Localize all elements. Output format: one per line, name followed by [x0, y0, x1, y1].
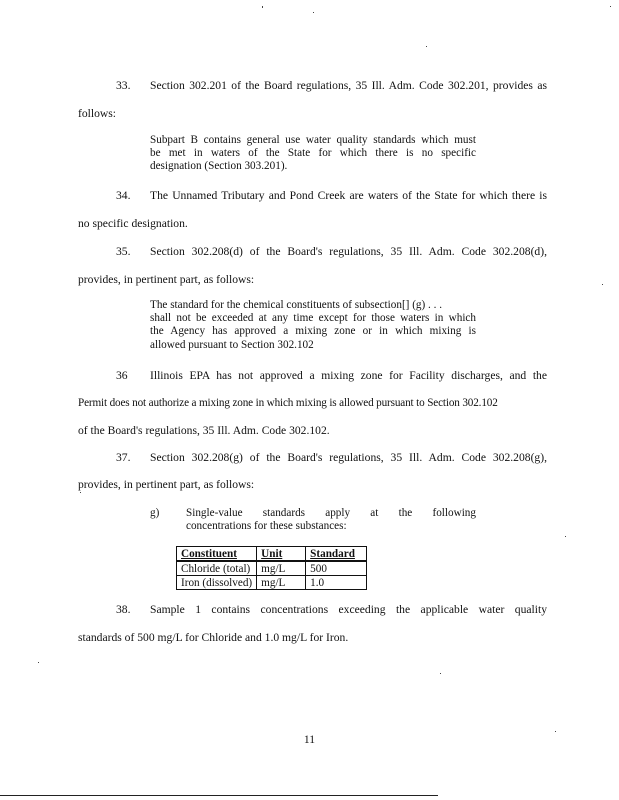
table-header-row — [177, 547, 367, 562]
table-cell-constituent: Iron (dissolved) — [177, 576, 257, 590]
table-header-standard: Standard — [306, 547, 367, 562]
scan-speck — [80, 492, 81, 493]
table-cell-standard: 1.0 — [306, 576, 367, 590]
para-33-number: 33. — [116, 79, 131, 92]
para-34-line-2: no specific designation. — [78, 217, 188, 230]
para-36-number: 36 — [116, 369, 128, 382]
para-37-item-line-1: Single-value standards apply at the following — [186, 507, 476, 519]
para-35-quote — [150, 299, 476, 352]
para-37-line-1: Section 302.208(g) of the Board's regulations, 35 Ill. Adm. Code 302.208(g), — [150, 451, 547, 464]
para-35-number: 35. — [116, 245, 131, 258]
table-cell-standard: 500 — [306, 561, 367, 576]
scan-speck — [555, 731, 556, 732]
para-33-line-1: Section 302.201 of the Board regulations, 35 Ill. Adm. Code 302.201, provides as — [150, 79, 547, 92]
scan-edge-line — [0, 795, 438, 796]
para-35-line-1: Section 302.208(d) of the Board's regulations, 35 Ill. Adm. Code 302.208(d), — [150, 245, 547, 258]
scan-speck — [610, 6, 611, 7]
para-38-line-1: Sample 1 contains concentrations exceeding the applicable water quality — [150, 603, 547, 616]
para-35-quote-line-3: the Agency has approved a mixing zone or in which mixing is — [150, 325, 476, 338]
scan-speck — [440, 673, 441, 674]
para-37-item — [186, 507, 476, 533]
para-34-number: 34. — [116, 189, 131, 202]
para-35-line-2: provides, in pertinent part, as follows: — [78, 273, 255, 286]
table-cell-constituent: Chloride (total) — [177, 561, 257, 576]
table-cell-unit: mg/L — [257, 576, 306, 590]
para-36-line-3: of the Board's regulations, 35 Ill. Adm. Code 302.102. — [78, 424, 330, 437]
para-37-item-line-2: concentrations for these substances: — [186, 520, 347, 533]
scan-speck — [262, 6, 263, 8]
page-number: 11 — [303, 733, 316, 746]
para-35-quote-line-1: The standard for the chemical constituents of subsection[] (g) . . . — [150, 299, 443, 311]
para-33-quote-line-2: be met in waters of the State for which there is no specific — [150, 147, 476, 160]
para-37-line-2: provides, in pertinent part, as follows: — [78, 478, 255, 491]
para-33-line-2: follows: — [78, 107, 117, 120]
para-35-quote-line-2: shall not be exceeded at any time except for those waters in which — [150, 312, 476, 325]
para-36-line-1: Illinois EPA has not approved a mixing zone for Facility discharges, and the — [150, 369, 547, 382]
para-34-line-1: The Unnamed Tributary and Pond Creek are waters of the State for which there is — [150, 189, 547, 202]
scan-speck — [313, 12, 314, 13]
para-38-line-2: standards of 500 mg/L for Chloride and 1.0 mg/L for Iron. — [78, 631, 349, 644]
para-35-quote-line-4: allowed pursuant to Section 302.102 — [150, 338, 314, 351]
para-37-number: 37. — [116, 451, 131, 464]
table-cell-unit: mg/L — [257, 561, 306, 576]
table-row — [177, 576, 367, 590]
para-33-quote — [150, 134, 476, 174]
scan-speck — [565, 536, 566, 537]
scan-speck — [602, 284, 603, 285]
scan-speck — [38, 662, 39, 663]
scan-speck — [426, 46, 427, 47]
table-header-constituent: Constituent — [177, 547, 257, 562]
table-header-unit: Unit — [257, 547, 306, 562]
table-row — [177, 561, 367, 576]
para-38-number: 38. — [116, 603, 131, 616]
para-36-line-2: Permit does not authorize a mixing zone in which mixing is allowed pursuant to Section 302.102 — [78, 397, 498, 409]
para-33-quote-line-1: Subpart B contains general use water quality standards which must — [150, 134, 476, 146]
standards-table — [176, 546, 367, 590]
para-37-item-label: g) — [150, 507, 160, 519]
para-33-quote-line-3: designation (Section 303.201). — [150, 160, 288, 173]
